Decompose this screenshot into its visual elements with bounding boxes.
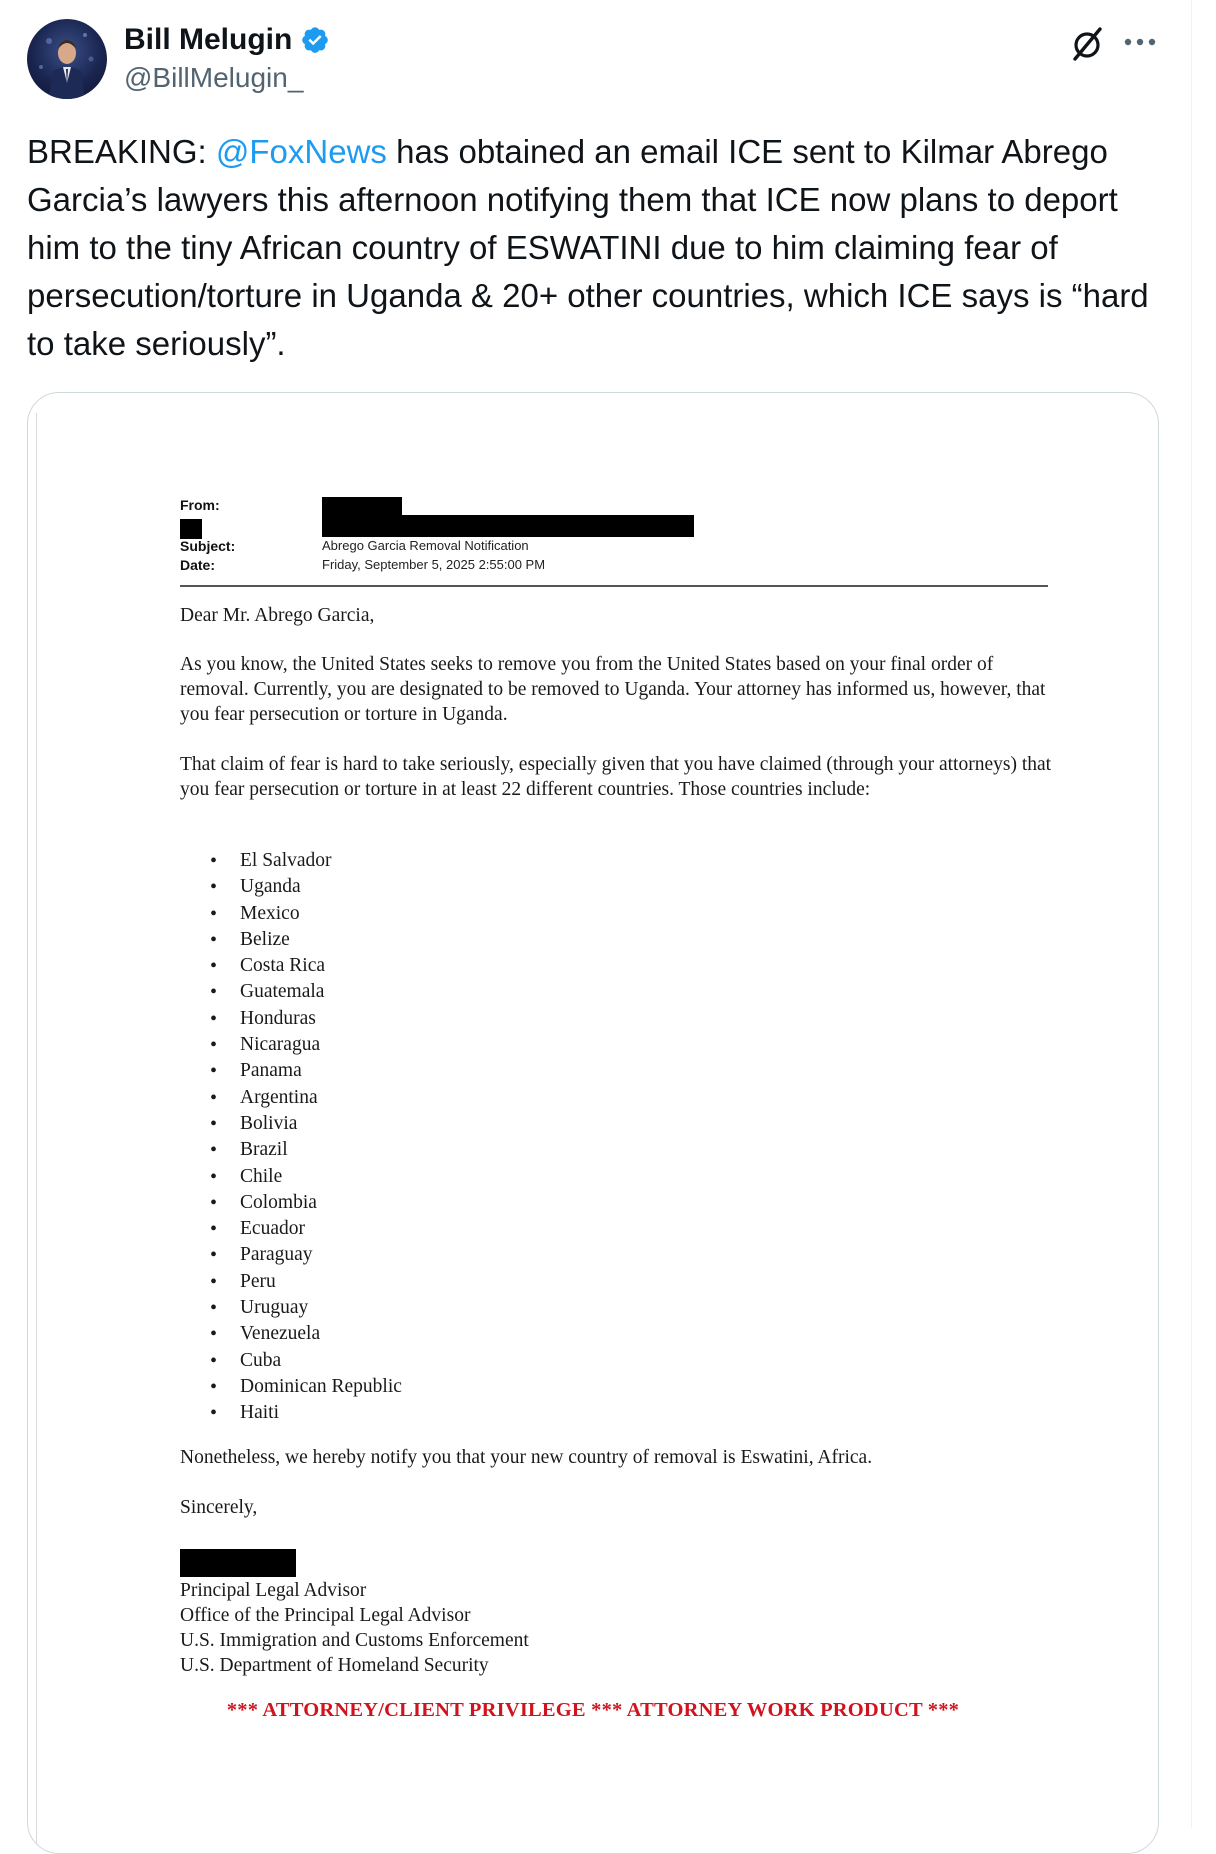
verified-badge-icon bbox=[300, 25, 330, 55]
signature-line: U.S. Immigration and Customs Enforcement bbox=[180, 1630, 529, 1651]
list-item: • Uganda bbox=[210, 874, 402, 900]
email-document bbox=[28, 393, 1158, 1853]
grok-icon[interactable] bbox=[1067, 24, 1107, 64]
redaction-to bbox=[180, 519, 202, 539]
redaction-from-address bbox=[322, 515, 694, 537]
tweet-body: has obtained an email ICE sent to Kilmar Abrego Garcia’s lawyers this afternoon notifying them that ICE now plans to deport him to the tiny African country of ESWATINI due to him claiming fear of persecution/torture in Uganda & 20+ other countries, which ICE says is “hard to take seriously”. bbox=[27, 133, 1149, 362]
author-handle[interactable]: @BillMelugin_ bbox=[124, 62, 304, 93]
signature-line: Office of the Principal Legal Advisor bbox=[180, 1605, 471, 1626]
list-item: • Brazil bbox=[210, 1137, 402, 1163]
list-item: • Belize bbox=[210, 927, 402, 953]
more-options-icon[interactable] bbox=[1118, 22, 1162, 62]
date-value: Friday, September 5, 2025 2:55:00 PM bbox=[322, 557, 546, 572]
closing: Sincerely, bbox=[180, 1497, 258, 1518]
signature-block bbox=[180, 1578, 529, 1678]
header-divider bbox=[180, 585, 1048, 587]
list-item: • El Salvador bbox=[210, 848, 402, 874]
list-item: • Mexico bbox=[210, 901, 402, 927]
author-name-row bbox=[124, 22, 330, 58]
list-item: • Haiti bbox=[210, 1400, 402, 1426]
list-item: • Dominican Republic bbox=[210, 1374, 402, 1400]
attached-image[interactable] bbox=[27, 392, 1159, 1854]
redaction-signature bbox=[180, 1549, 296, 1577]
timeline-border bbox=[1191, 0, 1192, 1828]
list-item: • Venezuela bbox=[210, 1321, 402, 1347]
list-item: • Guatemala bbox=[210, 979, 402, 1005]
signature-line: Principal Legal Advisor bbox=[180, 1580, 367, 1601]
list-item: • Cuba bbox=[210, 1348, 402, 1374]
list-item: • Argentina bbox=[210, 1085, 402, 1111]
list-item: • Panama bbox=[210, 1058, 402, 1084]
list-item: • Honduras bbox=[210, 1006, 402, 1032]
author-avatar[interactable] bbox=[27, 19, 107, 99]
list-item: • Chile bbox=[210, 1164, 402, 1190]
from-label: From: bbox=[180, 497, 220, 513]
paragraph-1: As you know, the United States seeks to remove you from the United States based on your final order of removal. Currently, you are designated to be removed to Uganda. Your attorney has informed us, however, that you fear persecution or torture in Uganda. bbox=[180, 654, 1046, 725]
avatar-photo bbox=[27, 19, 107, 99]
list-item: • Paraguay bbox=[210, 1242, 402, 1268]
date-label: Date: bbox=[180, 557, 216, 573]
paragraph-3: Nonetheless, we hereby notify you that your new country of removal is Eswatini, Africa. bbox=[180, 1447, 873, 1468]
tweet-prefix: BREAKING: bbox=[27, 133, 216, 170]
mention-link[interactable]: @FoxNews bbox=[215, 133, 387, 170]
list-item: • Peru bbox=[210, 1269, 402, 1295]
privilege-notice: *** ATTORNEY/CLIENT PRIVILEGE *** ATTORNEY WORK PRODUCT *** bbox=[226, 1699, 960, 1721]
list-item: • Colombia bbox=[210, 1190, 402, 1216]
country-list bbox=[210, 848, 402, 1427]
tweet-text bbox=[27, 128, 1167, 368]
paragraph-2: That claim of fear is hard to take seriously, especially given that you have claimed (through your attorneys) that you fear persecution or torture in at least 22 different countries. Those countries include: bbox=[180, 754, 1052, 800]
list-item: • Bolivia bbox=[210, 1111, 402, 1137]
author-name[interactable]: Bill Melugin bbox=[124, 23, 293, 56]
subject-label: Subject: bbox=[180, 538, 236, 554]
signature-line: U.S. Department of Homeland Security bbox=[180, 1655, 489, 1676]
subject-value: Abrego Garcia Removal Notification bbox=[322, 538, 529, 553]
list-item: • Nicaragua bbox=[210, 1032, 402, 1058]
list-item: • Uruguay bbox=[210, 1295, 402, 1321]
greeting: Dear Mr. Abrego Garcia, bbox=[180, 605, 375, 626]
list-item: • Ecuador bbox=[210, 1216, 402, 1242]
list-item: • Costa Rica bbox=[210, 953, 402, 979]
